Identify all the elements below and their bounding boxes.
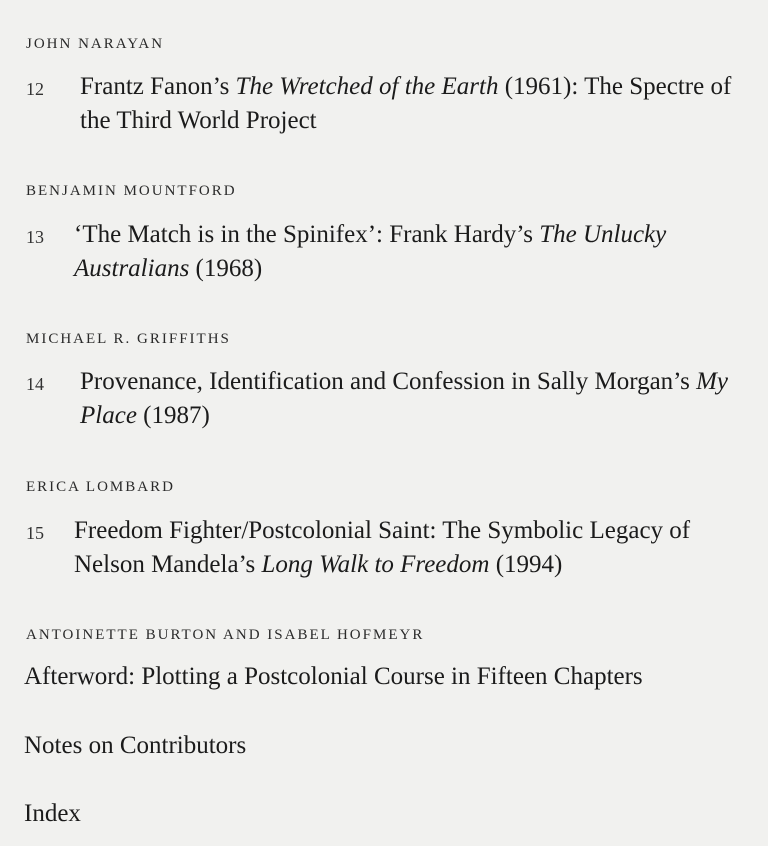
chapter-title[interactable]: Frantz Fanon’s The Wretched of the Earth (1961): The Spectre of the Third World Project [80,73,732,134]
chapter-author: BENJAMIN MOUNTFORD [26,183,237,199]
chapter-entry[interactable] [26,514,748,582]
chapter-title-work: The Unlucky Australians [74,221,667,282]
chapter-title[interactable]: Provenance, Identification and Confession in Sally Morgan’s My Place (1987) [80,368,729,429]
chapter-number: 13 [26,227,44,247]
chapter-title-work: Long Walk to Freedom [261,551,490,578]
chapter-entry[interactable] [26,365,748,433]
index-link[interactable]: Index [24,800,81,827]
chapter-entry[interactable] [26,218,748,286]
chapter-title-work: The Wretched of the Earth [235,73,499,100]
chapter-entry[interactable] [26,70,748,138]
chapter-title[interactable]: ‘The Match is in the Spinifex’: Frank Hardy’s The Unlucky Australians (1968) [74,221,667,282]
chapter-author: MICHAEL R. GRIFFITHS [26,331,231,347]
chapter-title[interactable]: Freedom Fighter/Postcolonial Saint: The Symbolic Legacy of Nelson Mandela’s Long Walk to Freedom (1994) [74,517,691,578]
chapter-number: 14 [26,374,44,394]
chapter-number: 12 [26,79,44,99]
chapter-title-work: My Place [80,368,729,429]
afterword-title[interactable]: Afterword: Plotting a Postcolonial Course in Fifteen Chapters [24,663,643,690]
chapter-author: JOHN NARAYAN [26,36,165,52]
afterword-author: ANTOINETTE BURTON AND ISABEL HOFMEYR [26,627,425,643]
notes-on-contributors[interactable]: Notes on Contributors [24,732,247,759]
chapter-author: ERICA LOMBARD [26,479,175,495]
chapter-number: 15 [26,523,44,543]
